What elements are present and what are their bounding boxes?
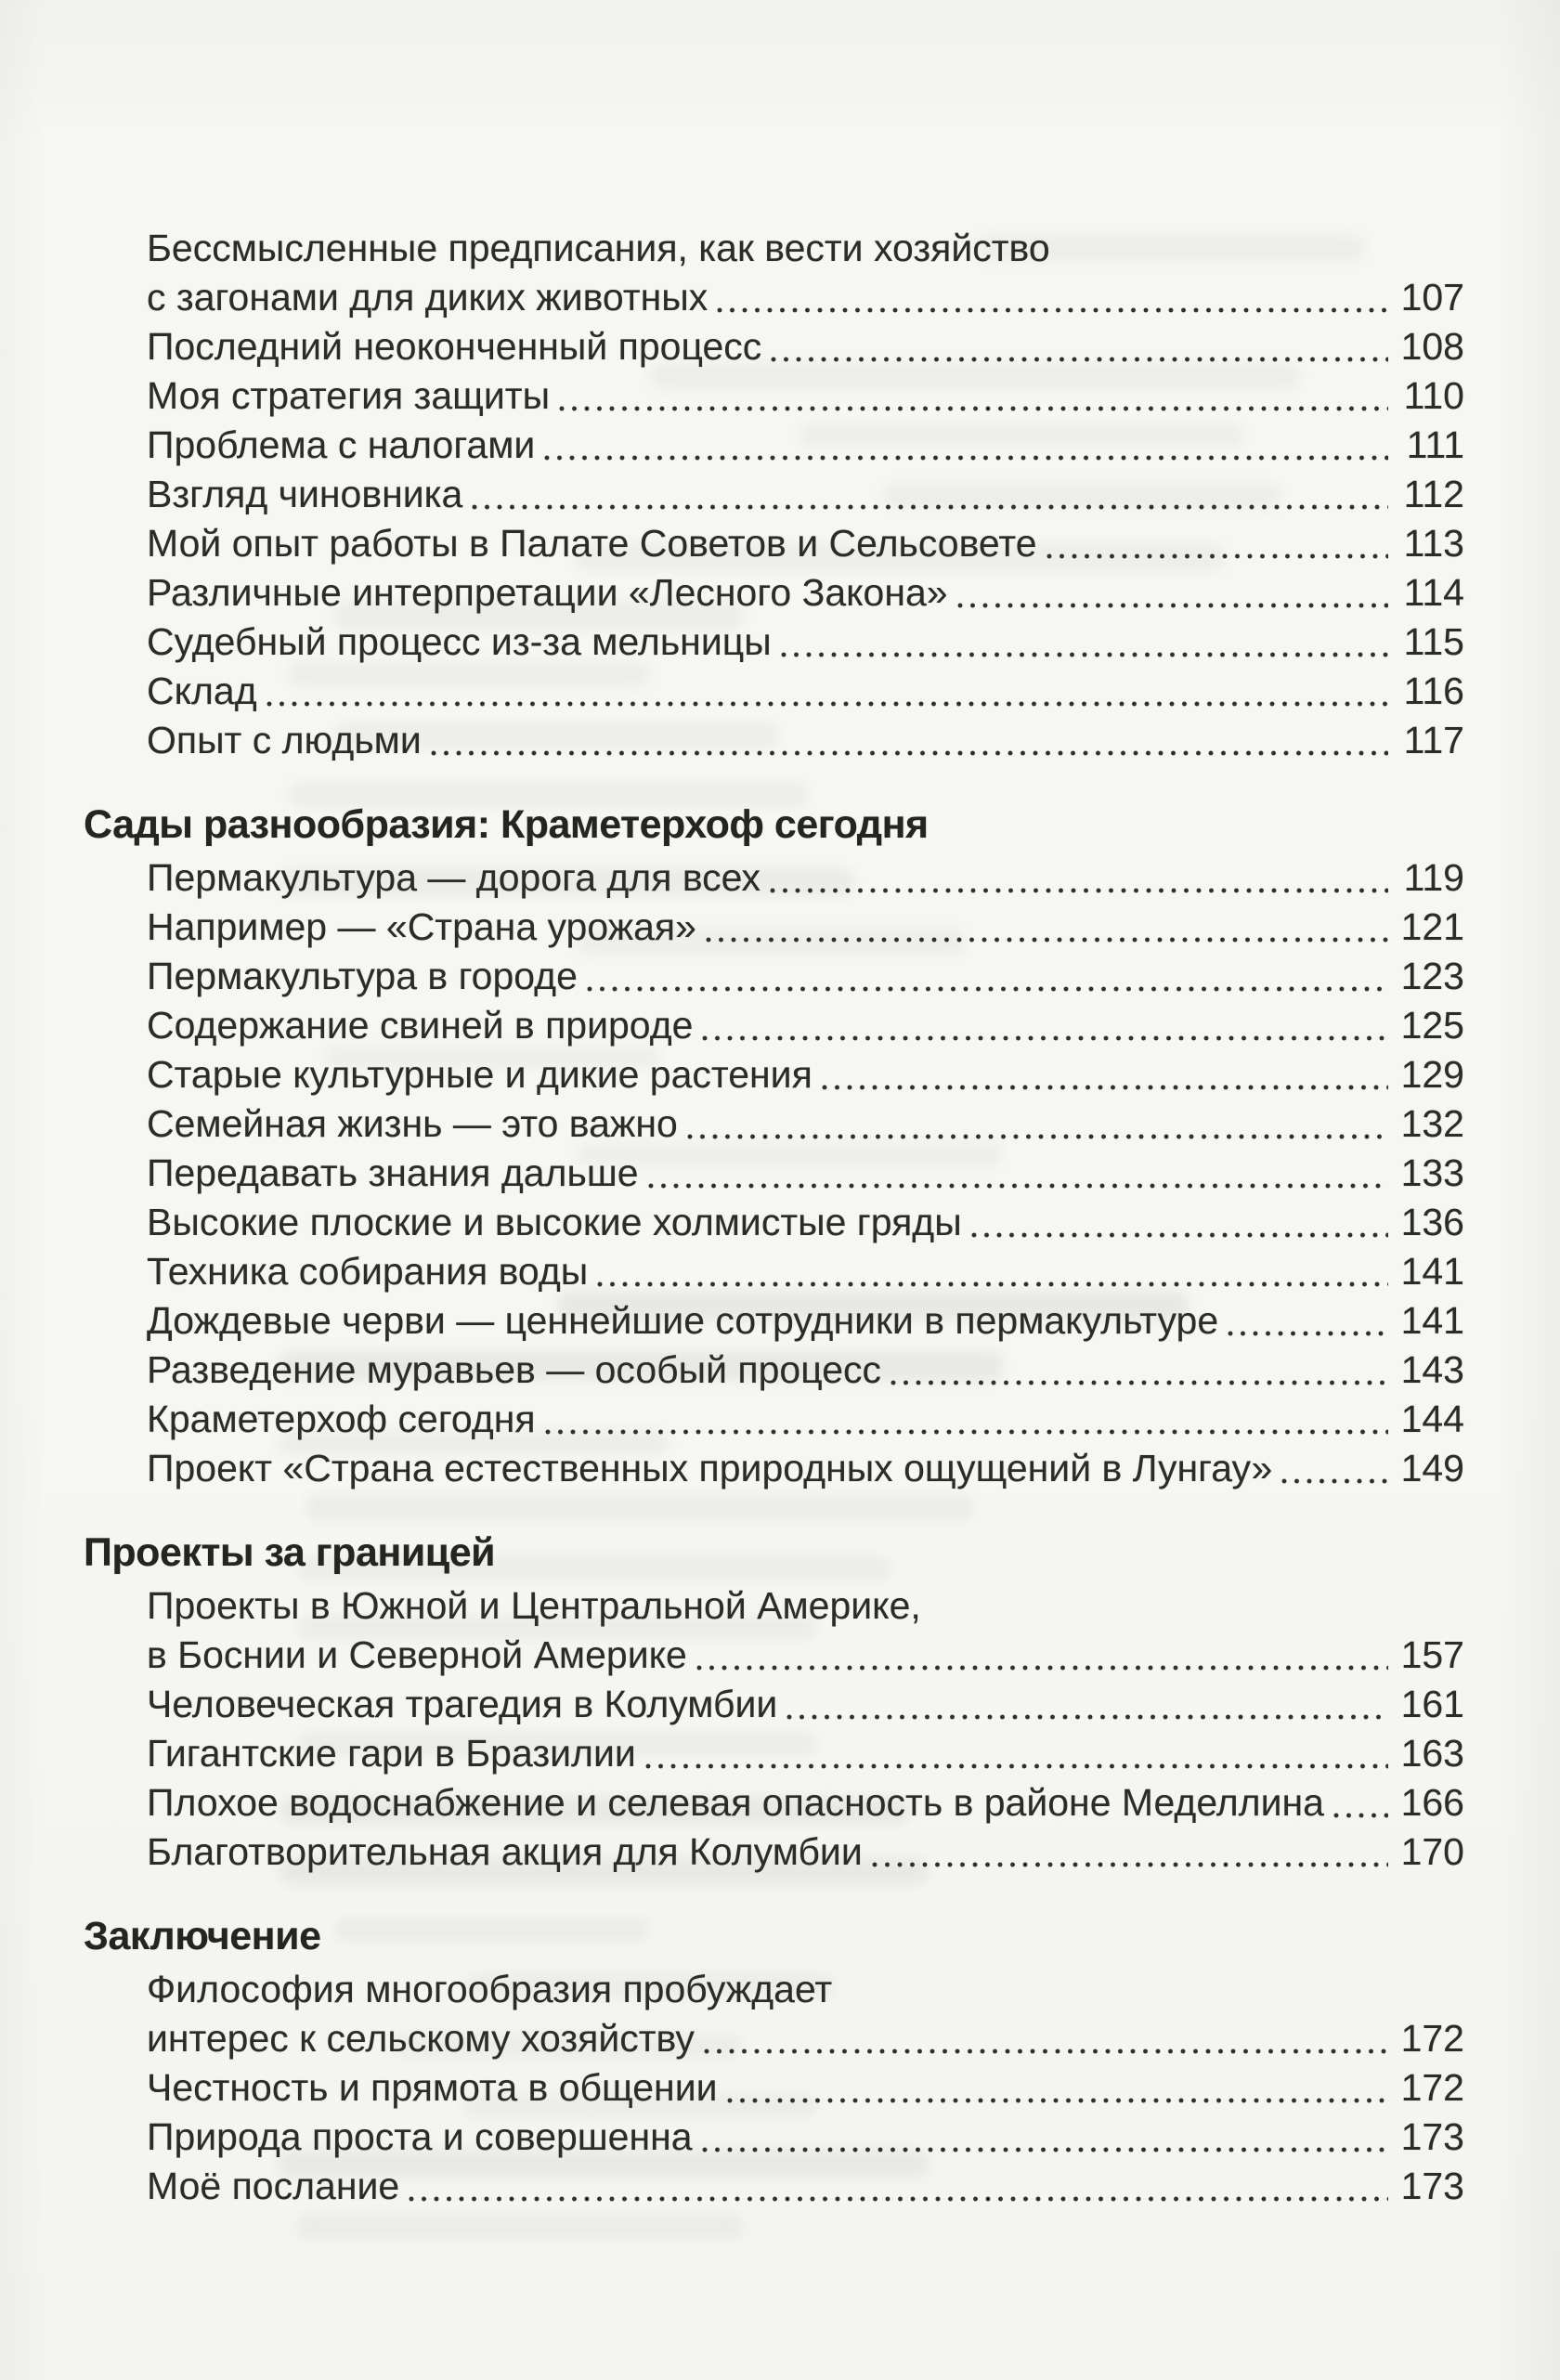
entry-title: интерес к сельскому хозяйству — [147, 2017, 695, 2060]
dot-leader — [597, 1281, 1388, 1287]
entry-title: Дождевые черви — ценнейшие сотрудники в пермакультуре — [147, 1299, 1219, 1342]
toc-entry-line — [147, 903, 1464, 952]
entry-page-number: 170 — [1400, 1830, 1464, 1873]
entry-title: Передавать знания дальше — [147, 1151, 639, 1194]
entry-page-number: 136 — [1400, 1201, 1464, 1243]
entry-title: Бессмысленные предписания, как вести хозяйство — [147, 227, 1050, 269]
entry-title: Техника собирания воды — [147, 1250, 589, 1293]
section-heading: Сады разнообразия: Краметерхоф сегодня — [84, 802, 929, 847]
toc-entry-line — [147, 1827, 1464, 1877]
entry-title: Моё послание — [147, 2165, 400, 2207]
entry-title: Проект «Страна естественных природных ощущений в Лунгау» — [147, 1447, 1273, 1489]
toc-entry-line — [147, 1149, 1464, 1198]
entry-page-number: 111 — [1406, 423, 1464, 466]
dot-leader — [702, 1035, 1388, 1041]
entry-page-number: 161 — [1400, 1683, 1464, 1725]
entry-title: Старые культурные и дикие растения — [147, 1053, 812, 1096]
toc-entry-line — [147, 1247, 1464, 1296]
entry-title: Высокие плоские и высокие холмистые гряды — [147, 1201, 962, 1243]
entry-page-number: 163 — [1400, 1732, 1464, 1775]
entry-title: Опыт с людьми — [147, 719, 422, 761]
dot-leader — [409, 2196, 1388, 2202]
entry-title: Склад — [147, 670, 257, 712]
entry-title: Плохое водоснабжение и селевая опасность в районе Меделлина — [147, 1781, 1324, 1824]
dot-leader — [1281, 1478, 1388, 1484]
entry-title: с загонами для диких животных — [147, 276, 708, 319]
toc-entry-line — [147, 618, 1464, 667]
entry-page-number: 115 — [1403, 620, 1464, 663]
entry-page-number: 132 — [1400, 1102, 1464, 1145]
entry-title: Краметерхоф сегодня — [147, 1398, 536, 1440]
entry-title: Гигантские гари в Бразилии — [147, 1732, 636, 1775]
entry-page-number: 143 — [1400, 1348, 1464, 1391]
dot-leader — [786, 1714, 1388, 1720]
dot-leader — [822, 1085, 1388, 1090]
entry-title: в Боснии и Северной Америке — [147, 1633, 687, 1676]
entry-page-number: 121 — [1400, 905, 1464, 948]
bleed-through-smudge — [297, 2215, 743, 2239]
dot-leader — [559, 406, 1388, 411]
toc-entry-line — [147, 2162, 1464, 2211]
entry-title: Мой опыт работы в Палате Советов и Сельсовете — [147, 522, 1037, 565]
toc-entry-line — [147, 1631, 1464, 1680]
toc-entry-line — [147, 224, 1464, 273]
entry-page-number: 113 — [1403, 522, 1464, 565]
entry-page-number: 125 — [1400, 1004, 1464, 1047]
entry-title: Философия многообразия пробуждает — [147, 1968, 833, 2010]
dot-leader — [872, 1862, 1388, 1867]
dot-leader — [645, 1763, 1388, 1769]
toc-entry-line — [147, 1050, 1464, 1099]
toc-entry-line — [147, 716, 1464, 765]
entry-page-number: 114 — [1403, 571, 1464, 614]
toc-entry-line — [147, 1198, 1464, 1247]
entry-page-number: 129 — [1400, 1053, 1464, 1096]
dot-leader — [781, 652, 1388, 657]
entry-title: Честность и прямота в общении — [147, 2066, 718, 2109]
toc-entry-line — [147, 1444, 1464, 1493]
dot-leader — [706, 937, 1388, 943]
entry-title: Разведение муравьев — особый процесс — [147, 1348, 882, 1391]
entry-title: Содержание свиней в природе — [147, 1004, 694, 1047]
entry-title: Судебный процесс из-за мельницы — [147, 620, 772, 663]
entry-page-number: 133 — [1400, 1151, 1464, 1194]
dot-leader — [771, 357, 1388, 362]
entry-page-number: 173 — [1400, 2165, 1464, 2207]
dot-leader — [770, 888, 1388, 893]
entry-page-number: 141 — [1400, 1299, 1464, 1342]
toc-entry-line — [147, 322, 1464, 371]
entry-page-number: 173 — [1400, 2115, 1464, 2158]
entry-page-number: 123 — [1400, 955, 1464, 997]
toc-entry-line — [147, 1965, 1464, 2014]
dot-leader — [704, 2048, 1388, 2054]
entry-page-number: 110 — [1403, 374, 1464, 417]
toc-entry-line — [147, 1395, 1464, 1444]
toc-entry-line — [147, 1581, 1464, 1631]
dot-leader — [702, 2147, 1388, 2152]
entry-title: Например — «Страна урожая» — [147, 905, 696, 948]
dot-leader — [890, 1380, 1388, 1385]
toc-entry-line — [147, 853, 1464, 903]
dot-leader — [727, 2098, 1389, 2103]
dot-leader — [1333, 1813, 1388, 1818]
dot-leader — [472, 504, 1388, 510]
toc-entry-line — [147, 667, 1464, 716]
dot-leader — [544, 455, 1388, 461]
toc-entry-line — [147, 2063, 1464, 2113]
entry-title: Благотворительная акция для Колумбии — [147, 1830, 863, 1873]
dot-leader — [696, 1665, 1388, 1671]
entry-page-number: 108 — [1400, 325, 1464, 368]
entry-page-number: 141 — [1400, 1250, 1464, 1293]
dot-leader — [687, 1134, 1388, 1139]
toc-entry-line — [147, 519, 1464, 568]
toc-entry-line — [147, 1296, 1464, 1346]
entry-page-number: 144 — [1400, 1398, 1464, 1440]
toc-entry-line — [147, 2113, 1464, 2162]
entry-title: Проблема с налогами — [147, 423, 536, 466]
dot-leader — [1046, 553, 1389, 559]
entry-title: Природа проста и совершенна — [147, 2115, 693, 2158]
dot-leader — [545, 1429, 1388, 1435]
toc-entry-line — [147, 1001, 1464, 1050]
entry-page-number: 172 — [1400, 2066, 1464, 2109]
dot-leader — [587, 986, 1388, 992]
dot-leader — [266, 701, 1388, 707]
entry-title: Моя стратегия защиты — [147, 374, 551, 417]
toc-entry-line — [147, 1729, 1464, 1778]
entry-page-number: 172 — [1400, 2017, 1464, 2060]
toc-entry-line — [147, 952, 1464, 1001]
entry-page-number: 116 — [1403, 670, 1464, 712]
entry-title: Последний неоконченный процесс — [147, 325, 762, 368]
entry-page-number: 149 — [1400, 1447, 1464, 1489]
toc-entry-line — [147, 273, 1464, 322]
dot-leader — [1228, 1331, 1388, 1336]
dot-leader — [431, 750, 1388, 756]
dot-leader — [717, 307, 1388, 313]
entry-page-number: 119 — [1403, 856, 1464, 899]
toc-entry-line — [147, 371, 1464, 421]
entry-page-number: 166 — [1400, 1781, 1464, 1824]
toc-entry-line — [147, 1099, 1464, 1149]
dot-leader — [648, 1183, 1388, 1189]
dot-leader — [957, 603, 1388, 608]
entry-page-number: 112 — [1403, 473, 1464, 515]
section-heading: Заключение — [84, 1914, 321, 1958]
entry-page-number: 117 — [1403, 719, 1464, 761]
entry-title: Пермакультура — дорога для всех — [147, 856, 761, 899]
entry-title: Человеческая трагедия в Колумбии — [147, 1683, 778, 1725]
entry-page-number: 107 — [1400, 276, 1464, 319]
entry-title: Различные интерпретации «Лесного Закона» — [147, 571, 948, 614]
entry-title: Пермакультура в городе — [147, 955, 578, 997]
toc-entry-line — [147, 1680, 1464, 1729]
entry-title: Взгляд чиновника — [147, 473, 463, 515]
toc-entry-line — [147, 1778, 1464, 1827]
toc-entry-line — [147, 421, 1464, 470]
toc-entry-line — [147, 1346, 1464, 1395]
toc-entry-line — [147, 2014, 1464, 2063]
toc-entry-line — [147, 568, 1464, 618]
toc-entry-line — [147, 470, 1464, 519]
entry-title: Семейная жизнь — это важно — [147, 1102, 678, 1145]
section-heading: Проекты за границей — [84, 1530, 496, 1575]
dot-leader — [971, 1232, 1388, 1238]
entry-page-number: 157 — [1400, 1633, 1464, 1676]
entry-title: Проекты в Южной и Центральной Америке, — [147, 1584, 921, 1627]
